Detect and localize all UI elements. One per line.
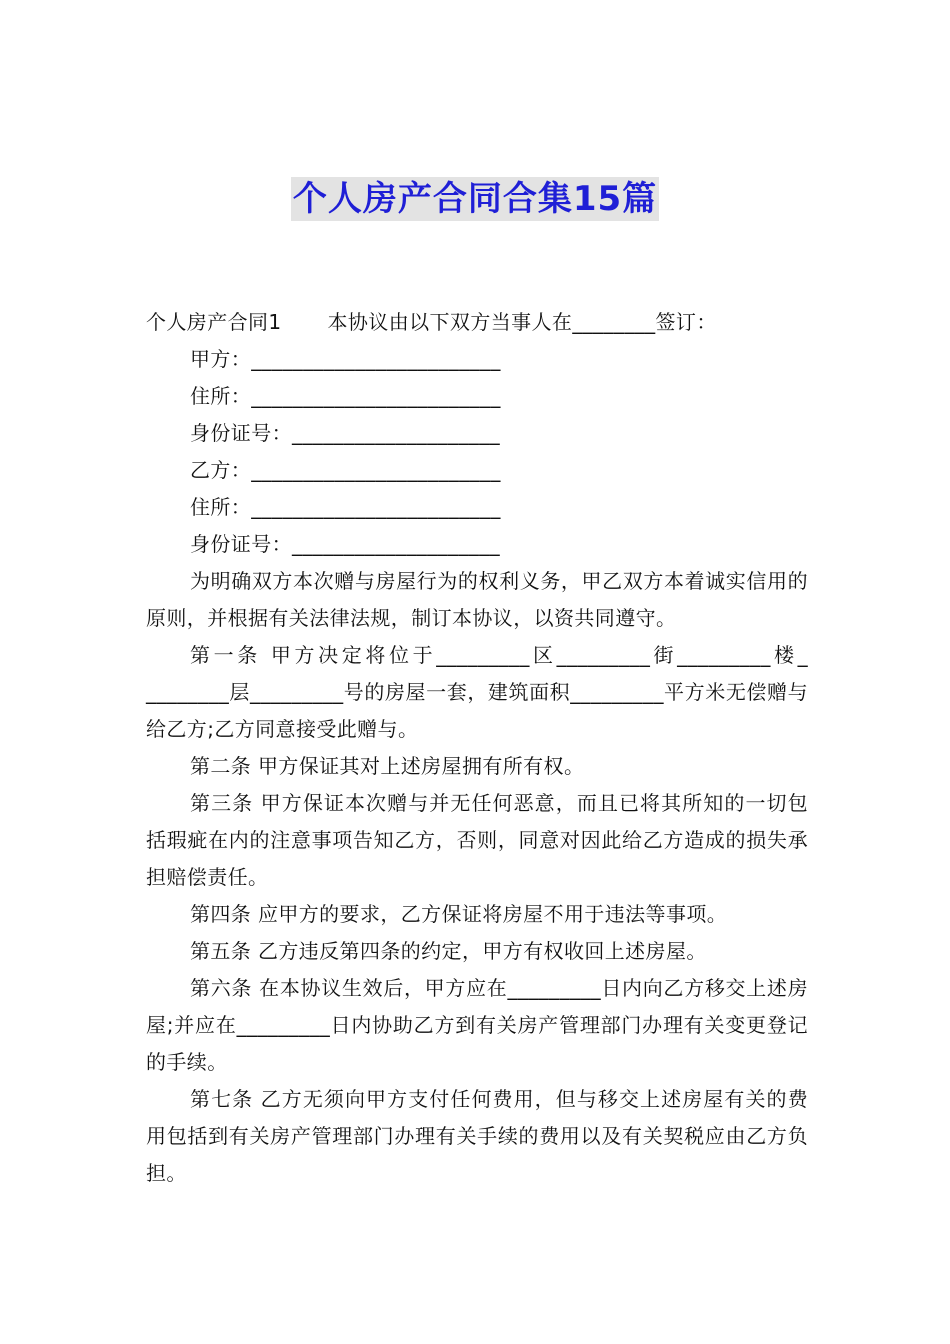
article-6-paragraph: 第六条 在本协议生效后，甲方应在_________日内向乙方移交上述房屋;并应在_________日内协助乙方到有关房产管理部门办理有关变更登记的手续。 — [146, 976, 808, 1074]
intro-line — [146, 304, 808, 341]
party-b-name: 乙方：________________________ — [190, 458, 501, 482]
party-a-name: 甲方：________________________ — [190, 347, 501, 371]
title-container — [0, 177, 950, 221]
article-3-paragraph: 第三条 甲方保证本次赠与并无任何恶意，而且已将其所知的一切包括瑕疵在内的注意事项告知乙方，否则，同意对因此给乙方造成的损失承担赔偿责任。 — [146, 791, 808, 889]
party-a-id-number: 身份证号：____________________ — [190, 421, 500, 445]
document-body — [146, 304, 808, 1192]
intro-text: 本协议由以下双方当事人在________签订： — [327, 310, 717, 334]
article-1-paragraph: 第一条 甲方决定将位于_________区_________街_________楼_ ________层_________号的房屋一套，建筑面积_________平方米无偿赠与给乙方;乙方同意接受此赠与。 — [146, 643, 808, 741]
party-b-address: 住所：________________________ — [190, 495, 501, 519]
article-5-paragraph: 第五条 乙方违反第四条的约定，甲方有权收回上述房屋。 — [190, 939, 707, 963]
party-b-id-number: 身份证号：____________________ — [190, 532, 500, 556]
party-a-address: 住所：________________________ — [190, 384, 501, 408]
article-4-paragraph: 第四条 应甲方的要求，乙方保证将房屋不用于违法等事项。 — [190, 902, 728, 926]
article-7-paragraph: 第七条 乙方无须向甲方支付任何费用，但与移交上述房屋有关的费用包括到有关房产管理部门办理有关手续的费用以及有关契税应由乙方负担。 — [146, 1087, 808, 1185]
preamble-paragraph: 为明确双方本次赠与房屋行为的权利义务，甲乙双方本着诚实信用的原则，并根据有关法律法规，制订本协议，以资共同遵守。 — [146, 569, 808, 630]
document-title: 个人房产合同合集15篇 — [292, 179, 658, 219]
article-2-paragraph: 第二条 甲方保证其对上述房屋拥有所有权。 — [190, 754, 585, 778]
contract-heading: 个人房产合同1 — [146, 310, 282, 334]
